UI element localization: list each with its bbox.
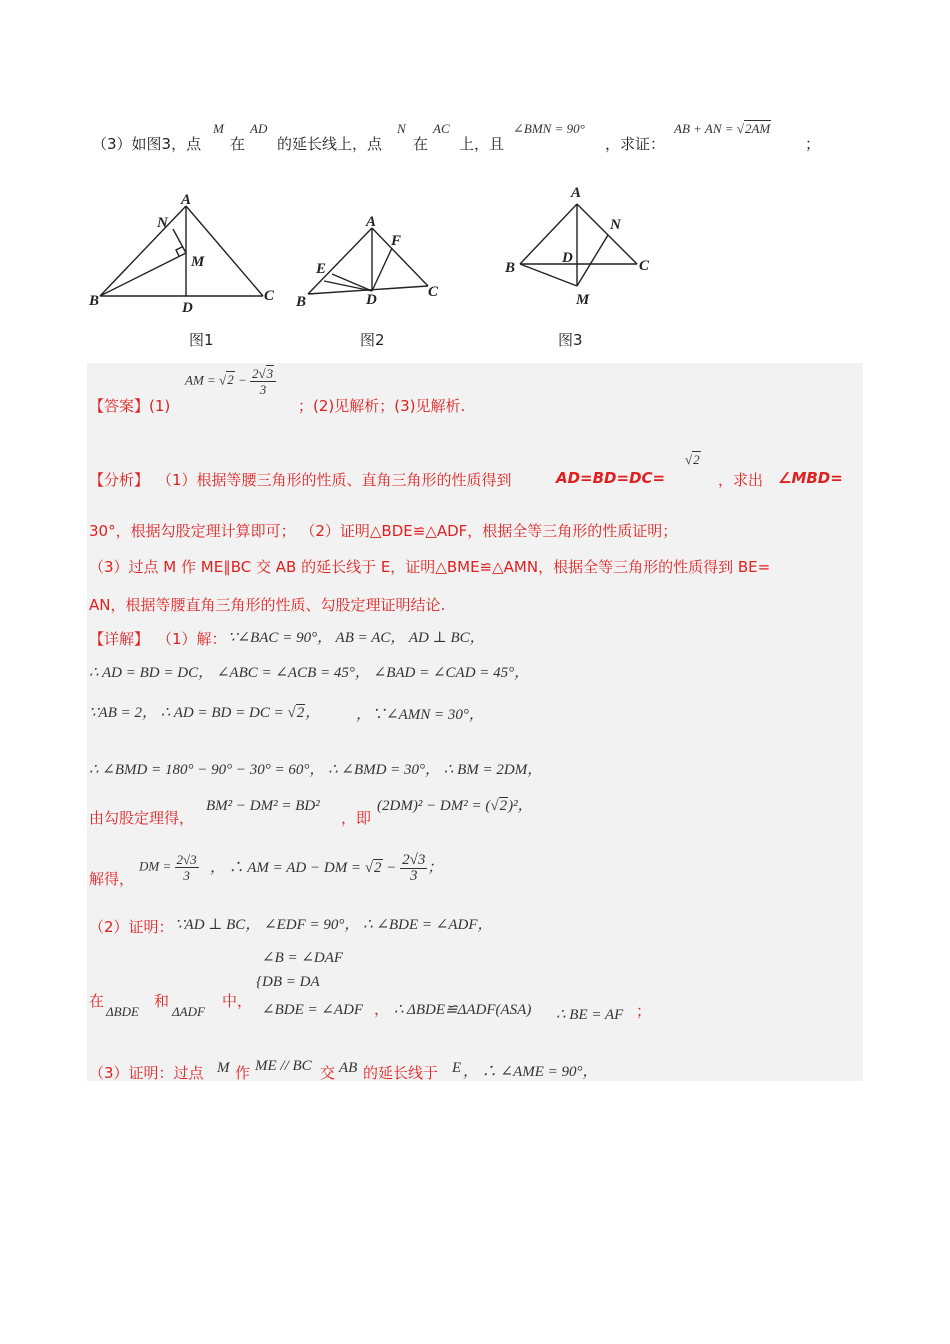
detail-line5-equation: (2DM)² − DM² = (√2)²， (377, 798, 533, 814)
fig1-label-n: N (157, 215, 168, 231)
question-extension-text: 的延长线上，点 (277, 135, 383, 153)
fig1-right-angle-mark (176, 247, 182, 256)
fig2-label-a: A (366, 214, 377, 230)
fig2-segment-e-d (324, 281, 372, 291)
question-semicolon: ； (805, 135, 821, 153)
detail-line1: ∵∠BAC = 90°， AB = AC， AD ⊥ BC， (228, 630, 485, 646)
question-shang: 上，且 (459, 135, 505, 153)
answer-expression: AM = √2 − $\frac{2√3}{3}$ (185, 366, 276, 397)
figure-1-caption: 图1 (189, 331, 214, 349)
analysis-line1c: ，求出 (718, 471, 764, 489)
analysis-line4: AN，根据等腰直角三角形的性质、勾股定理证明结论. (89, 596, 446, 614)
detail-part3-head: （3）证明：过点 (89, 1064, 204, 1082)
detail-part2-system-1: ∠B = ∠DAF (262, 950, 344, 966)
detail-line5-pythag: BM² − DM² = BD² (206, 798, 320, 814)
fig2-segment-de (332, 274, 372, 291)
detail-part3-ab: AB (339, 1060, 358, 1076)
detail-line4: ∴ ∠BMD = 180° − 90° − 30° = 60°， ∴ ∠BMD = 30°， ∴ BM = 2DM， (89, 762, 543, 778)
detail-part2-tri1: ΔBDE (106, 1004, 139, 1019)
question-zai2: 在 (413, 135, 429, 153)
fig1-label-m: M (191, 254, 205, 270)
detail-line3: ∵AB = 2， ∴ AD = BD = DC = √2， (89, 705, 321, 721)
detail-part3-point-e: E (452, 1060, 462, 1076)
question-angle-condition: ∠BMN = 90° (513, 121, 585, 136)
detail-part2-he: 和 (154, 992, 170, 1010)
detail-part2-be-af: ∴ BE = AF (556, 1007, 624, 1023)
detail-label: 【详解】 (89, 630, 150, 648)
detail-line6-dm: DM = $\frac{2√3}{3}$ (139, 852, 197, 883)
fig3-label-m: M (576, 292, 590, 308)
fig3-segment-mn (577, 235, 608, 286)
fig3-label-b: B (505, 260, 516, 276)
figure-2-caption: 图2 (360, 331, 385, 349)
figure-1 (85, 190, 285, 320)
fig2-label-f: F (391, 233, 402, 249)
fig1-segment-nm (173, 229, 186, 253)
detail-part1-head: （1）解： (157, 630, 227, 648)
fig1-label-a: A (181, 192, 192, 208)
fig2-label-c: C (428, 284, 439, 300)
detail-part2-zhong: 中， (222, 992, 253, 1010)
figure-2 (290, 210, 460, 320)
detail-part2-system-3: ∠BDE = ∠ADF (262, 1002, 364, 1018)
figure-3 (500, 180, 660, 310)
fig1-label-d: D (182, 300, 193, 316)
detail-part2-system-2: {DB = DA (256, 974, 320, 990)
detail-part2-head: （2）证明： (89, 918, 174, 936)
detail-part2-conclusion: ∴ ΔBDE≌ΔADF(ASA) (394, 1002, 532, 1018)
fig1-label-c: C (264, 288, 275, 304)
detail-part2-tri2: ΔADF (172, 1004, 205, 1019)
fig3-side-ac (577, 204, 637, 264)
fig2-label-e: E (316, 261, 327, 277)
fig3-segment-bm (520, 264, 577, 286)
fig3-label-c: C (639, 258, 650, 274)
question-zai1: 在 (230, 135, 246, 153)
detail-part3-extension: 的延长线于 (363, 1064, 439, 1082)
detail-part3-point-m: M (217, 1060, 230, 1076)
answer-rest: ；(2)见解析；(3)见解析. (298, 397, 466, 415)
detail-line5-label: 由勾股定理得， (89, 809, 195, 827)
detail-line3-angle: ，∵∠AMN = 30°， (356, 707, 484, 723)
detail-part3-jiao: 交 (320, 1064, 336, 1082)
question-segment-ac: AC (433, 121, 450, 136)
detail-part2-comma: ， (374, 1000, 390, 1018)
fig1-side-ab (100, 206, 186, 296)
fig1-side-ac (186, 206, 263, 296)
detail-line2: ∴ AD = BD = DC， ∠ABC = ∠ACB = 45°， ∠BAD = ∠CAD = 45°， (89, 665, 530, 681)
fig2-segment-df (372, 248, 392, 291)
analysis-label: 【分析】 (89, 471, 150, 489)
detail-line6-am: ， ∴ AM = AD − DM = √2 − $\frac{2√3}{3}$ ； (210, 852, 443, 884)
detail-part2-line1: ∵AD ⊥ BC， ∠EDF = 90°， ∴ ∠BDE = ∠ADF， (175, 917, 493, 933)
detail-part3-me-parallel: ME // BC (255, 1058, 312, 1074)
analysis-line1a: （1）根据等腰三角形的性质、直角三角形的性质得到 (157, 471, 512, 489)
question-prefix: （3）如图3，点 (92, 135, 202, 153)
fig3-label-d: D (562, 250, 573, 266)
question-point-n: N (397, 121, 406, 136)
detail-line5-ji: ，即 (341, 809, 372, 827)
fig3-label-a: A (571, 185, 582, 201)
analysis-line3: （3）过点 M 作 ME∥BC 交 AB 的延长线于 E，证明△BME≌△AMN，根据全等三角形的性质得到 BE= (89, 558, 771, 576)
detail-part2-zai: 在 (89, 992, 105, 1010)
fig1-label-b: B (89, 293, 100, 309)
detail-part2-end: ； (636, 1002, 652, 1020)
answer-label: 【答案】(1) (89, 397, 171, 415)
figure-3-caption: 图3 (558, 331, 583, 349)
fig2-label-d: D (366, 292, 377, 308)
fig3-label-n: N (610, 217, 621, 233)
question-prove-text: ，求证： (605, 135, 666, 153)
fig2-label-b: B (296, 294, 307, 310)
detail-part3-angle: ， ∴ ∠AME = 90°， (463, 1064, 598, 1080)
analysis-line1d: ∠MBD= (778, 469, 843, 487)
question-prove-expression: AB + AN = √2AM (674, 121, 771, 136)
detail-part3-zuo: 作 (235, 1064, 251, 1082)
detail-line6-label: 解得， (89, 870, 135, 888)
analysis-sqrt2: √2 (685, 452, 700, 467)
analysis-line2: 30°，根据勾股定理计算即可； （2）证明△BDE≌△ADF，根据全等三角形的性质证明； (89, 522, 678, 540)
analysis-line1b: AD=BD=DC= (556, 469, 666, 487)
question-point-m: M (213, 121, 224, 136)
fig1-segment-bm (100, 253, 186, 296)
question-segment-ad: AD (250, 121, 268, 136)
